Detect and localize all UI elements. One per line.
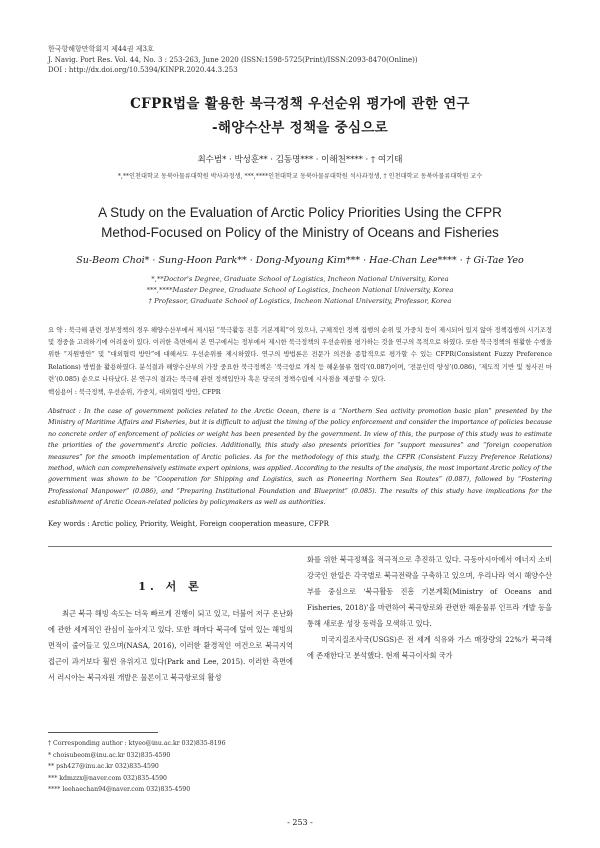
journal-header bbox=[48, 44, 418, 76]
abstract-en: Abstract : In the case of government policies related to the Arctic Ocean, there is a “Northern Sea activity promotion basic plan” presented by the Ministry of Maritime Affairs and Fisheries, but it is difficult to adjust the timing of the policy enforcement and consider the importance of policies because no concrete order of enforcement of policies or weight has been presented by the government. In view of this, the purpose of this study was to estimate the priorities of the government's Arctic policies. Additionally, this study also presents priorities for “support measures” and “foreign cooperation measures” for the smooth implementation of Arctic policies. As for the methodology of this study, the CFPR (Consistent Fuzzy Preference Relations) method, which can comprehensively estimate expert opinions, was applied. According to the results of the analysis, the most important Arctic policy of the government was shown to be “Cooperation for Shipping and Logistics, such as Pioneering Northern Sea Routes” (0.087), followed by “Fostering Professional Manpower” (0.086), and “Preparing Institutional Foundation and Blueprint” (0.085). The results of this study have implications for the establishment of Arctic Ocean-related policies by policymakers as well as authorities. bbox=[48, 407, 552, 507]
footnote-divider bbox=[48, 732, 158, 733]
body-paragraph: 최근 북극 해빙 속도는 더욱 빠르게 진행이 되고 있고, 더불어 저구 온난화에 관한 세계적인 관심이 높아지고 있다. 또한 해마다 북극에 덮여 있는 해빙의 면적이 줄어들고 있으며(NASA, 2016), 이러한 환경적인 여건으로 북극지역 접근이 과거보다 훨씬 유위지고 있다(Park and Lee, 2015). 이러한 측면에서 러시아는 북극자원 개발은 물론이고 북극항로의 활성 bbox=[48, 609, 293, 682]
keywords-en: Key words : Arctic policy, Priority, Weight, Foreign cooperation measure, CFPR bbox=[48, 520, 329, 528]
footnote: **** leehaechan94@naver.com 032)835-4590 bbox=[48, 786, 191, 793]
journal-name-ko: 한국항해항만학회지 제44권 제3호 bbox=[48, 45, 154, 53]
title-ko-line1: CFPR법을 활용한 북극정책 우선순위 평가에 관한 연구 bbox=[130, 96, 470, 112]
footnote: ** psh427@inu.ac.kr 032)835-4590 bbox=[48, 763, 159, 770]
footnote: * choisubeom@inu.ac.kr 032)835-4590 bbox=[48, 751, 171, 759]
affiliation-en-3: † Professor, Graduate School of Logistics, Incheon National University, Professor, Korea bbox=[148, 297, 452, 305]
body-paragraph: 미국지질조사국(USGS)은 전 세계 석유와 가스 매장량의 22%가 북극해에 존재한다고 분석했다. 현재 북극이사회 국가 bbox=[307, 635, 552, 660]
affiliation-en-2: ***,****Master Degree, Graduate School of Logistics, Incheon National University, Korea bbox=[146, 286, 454, 294]
divider bbox=[48, 546, 552, 547]
title-ko-line2: -해양수산부 정책을 중심으로 bbox=[212, 120, 388, 136]
footnote-corresponding: † Corresponding author : ktyeo@inu.ac.kr 032)835-8196 bbox=[48, 740, 226, 747]
section-heading: 1. 서 론 bbox=[138, 580, 203, 593]
footnote: *** kdmzzx@naver.com 032)835-4590 bbox=[48, 774, 167, 782]
footnotes bbox=[48, 738, 226, 796]
keywords-ko: 핵심용어 : 북극정책, 우선순위, 가중치, 대외협력 방안, CFPR bbox=[48, 388, 221, 396]
affiliations-ko: *,**인천대학교 동북아물류대학원 박사과정생, ***,****인천대학교 동북아물류대학원 석사과정생, † 인천대학교 동북아물류대학원 교수 bbox=[117, 173, 483, 180]
body-column-right bbox=[307, 552, 552, 664]
body-column-left bbox=[48, 606, 293, 686]
abstract-ko: 요 약 : 북극해 관련 정부정책의 경우 해양수산부에서 제시된 “북극활동 진흥 기본계획”이 있으나, 구체적인 정책 집행의 순위 및 가중치 등이 제시되어 있지 않아 정책집행의 시기조정 및 경중을 고려하기에 어려움이 있다. 이러한 측면에서 본 연구에서는 정부에서 제시한 북극정책의 우선순위를 평가하는 것을 연구의 목적으로 하였다. 또한 북극정책의 원활한 수행을 위한 “지원방안” 및 “대외협력 방안”에 대해서도 우선순위를 제시하였다. 연구의 방법론은 전문가 의견을 종합적으로 평가할 수 있는 CFPR(Consistent Fuzzy Preference Relations) 방법을 활용하였다. 분석결과 해양수산부의 가장 중요한 북극정책은 ‘북극항로 개척 등 해운물류 협력’(0.087)이며, ‘전문인력 양성’(0.086), ‘제도적 기반 및 청사진 마련’(0.085) 순으로 나타났다. 본 연구의 결과는 북극해 관련 정책입안자 혹은 당국의 정책수립에 시사점을 제공할 수 있다. bbox=[48, 326, 552, 383]
journal-citation: J. Navig. Port Res. Vol. 44, No. 3 : 253-263, June 2020 (ISSN:1598-5725(Print)/ISSN:2093-8470(Online)) bbox=[48, 55, 418, 64]
authors-en: Su-Beom Choi* · Sung-Hoon Park** · Dong-Myoung Kim*** · Hae-Chan Lee**** · † Gi-Tae Yeo bbox=[76, 255, 524, 266]
authors-ko: 최수범* · 박성훈** · 김동명*** · 이해천**** · † 여기태 bbox=[197, 155, 403, 165]
body-paragraph: 화를 위한 북극정책을 적극적으로 추진하고 있다. 극동아시아에서 에너지 소비 강국인 한일은 각국별로 북극전략을 구축하고 있으며, 우리나라 역시 해양수산부를 중심으로 ‘북극활동 진흥 기본계획(Ministry of Oceans and Fisheries, 2018)’을 마련하여 북극항로와 관련한 해운물류 인프라 개발 등을 통해 새로운 성장 동력을 모색하고 있다. bbox=[307, 555, 552, 628]
affiliation-en-1: *,**Doctor's Degree, Graduate School of Logistics, Incheon National University, Korea bbox=[151, 275, 449, 283]
title-en-line1: A Study on the Evaluation of Arctic Policy Priorities Using the CFPR bbox=[98, 205, 502, 220]
doi-line: DOI : http://dx.doi.org/10.5394/KINPR.2020.44.3.253 bbox=[48, 66, 238, 74]
title-en-line2: Method-Focused on Policy of the Ministry of Oceans and Fisheries bbox=[101, 225, 499, 240]
page-number: - 253 - bbox=[287, 818, 313, 827]
